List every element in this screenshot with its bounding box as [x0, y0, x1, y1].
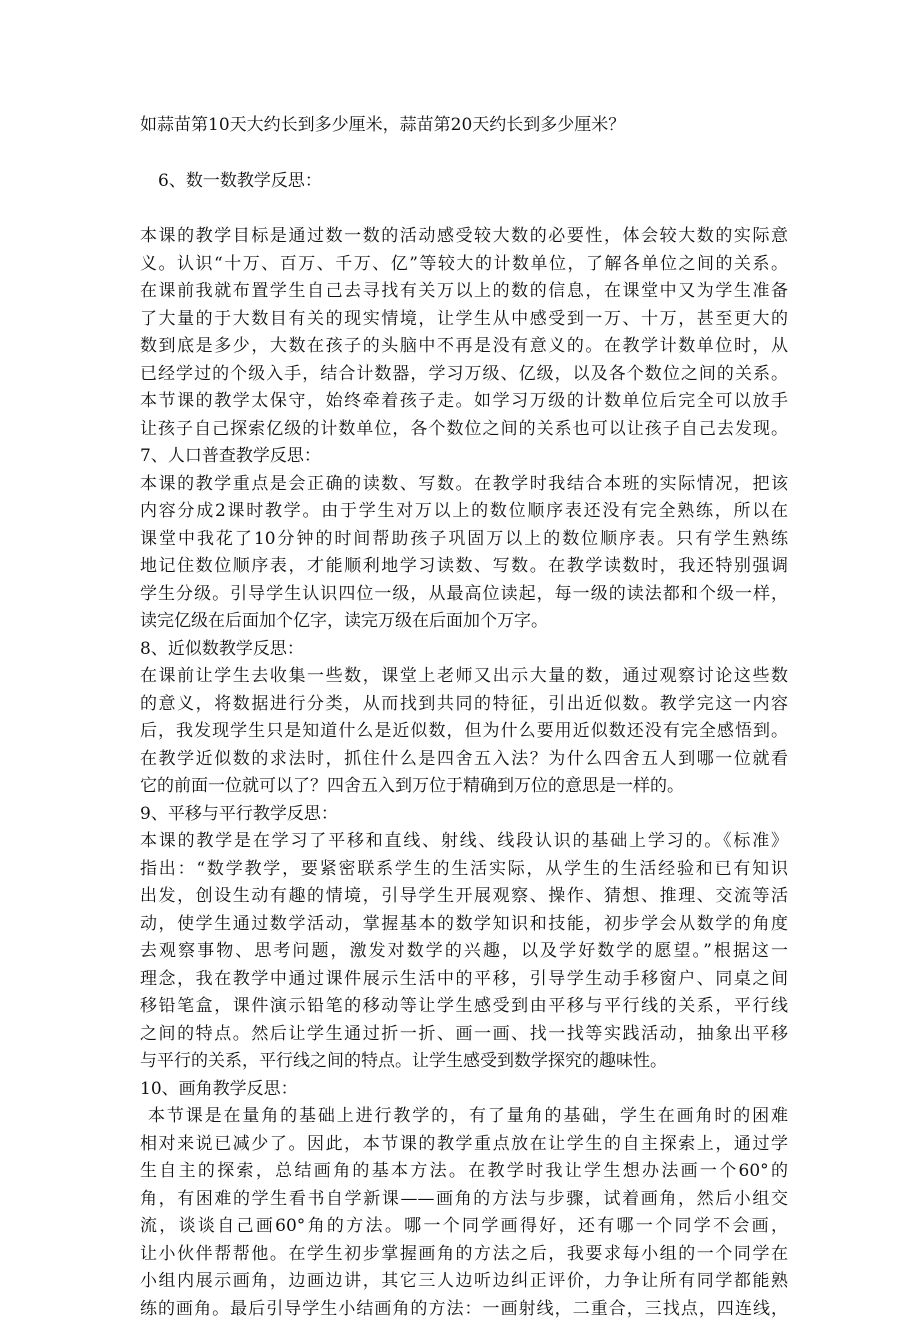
- paragraph-line: 本课的教学目标是通过数一数的活动感受较大数的必要性，体会较大数的实际意: [140, 223, 788, 251]
- paragraph-line: 在课前让学生去收集一些数，课堂上老师又出示大量的数，通过观察讨论这些数: [140, 663, 788, 691]
- paragraph-line: 在课前我就布置学生自己去寻找有关万以上的数的信息，在课堂中又为学生准备: [140, 278, 788, 306]
- paragraph-line: 让孩子自己探索亿级的计数单位，各个数位之间的关系也可以让孩子自己去发现。: [140, 416, 788, 444]
- paragraph-line: 它的前面一位就可以了？四舍五入到万位于精确到万位的意思是一样的。: [140, 773, 788, 801]
- document-body: [140, 112, 788, 1323]
- paragraph-line: 相对来说已减少了。因此，本节课的教学重点放在让学生的自主探索上，通过学: [140, 1131, 788, 1159]
- paragraph-line: 练的画角。最后引导学生小结画角的方法：一画射线，二重合，三找点，四连线，: [140, 1296, 788, 1323]
- paragraph-line: 理念，我在教学中通过课件展示生活中的平移，引导学生动手移窗户、同桌之间: [140, 966, 788, 994]
- paragraph-line: 课堂中我花了10分钟的时间帮助孩子巩固万以上的数位顺序表。只有学生熟练: [140, 526, 788, 554]
- paragraph-line: 移铅笔盒，课件演示铅笔的移动等让学生感受到由平移与平行线的关系，平行线: [140, 993, 788, 1021]
- paragraph-line: 本课的教学是在学习了平移和直线、射线、线段认识的基础上学习的。《标准》: [140, 828, 788, 856]
- paragraph-line: 在教学近似数的求法时，抓住什么是四舍五入法？为什么四舍五人到哪一位就看: [140, 746, 788, 774]
- paragraph-line: 学生分级。引导学生认识四位一级，从最高位读起，每一级的读法都和个级一样，: [140, 581, 788, 609]
- paragraph-line: 角，有困难的学生看书自学新课——画角的方法与步骤，试着画角，然后小组交: [140, 1186, 788, 1214]
- paragraph-line: 了大量的于大数目有关的现实情境，让学生从中感受到一万、十万，甚至更大的: [140, 306, 788, 334]
- paragraph-line: 后，我发现学生只是知道什么是近似数，但为什么要用近似数还没有完全感悟到。: [140, 718, 788, 746]
- intro-line: 如蒜苗第10天大约长到多少厘米，蒜苗第20天约长到多少厘米？: [140, 112, 788, 140]
- paragraph-line: 小组内展示画角，边画边讲，其它三人边听边纠正评价，力争让所有同学都能熟: [140, 1268, 788, 1296]
- paragraph-line: 地记住数位顺序表，才能顺利地学习读数、写数。在教学读数时，我还特别强调: [140, 553, 788, 581]
- paragraph-line: 读完亿级在后面加个亿字，读完万级在后面加个万字。: [140, 608, 788, 636]
- section-heading-6: 6、数一数教学反思：: [140, 168, 788, 196]
- paragraph-line: 出发，创设生动有趣的情境，引导学生开展观察、操作、猜想、推理、交流等活: [140, 883, 788, 911]
- section-heading-7: 7、人口普查教学反思：: [140, 443, 788, 471]
- paragraph-line: 本节课的教学太保守，始终牵着孩子走。如学习万级的计数单位后完全可以放手: [140, 388, 788, 416]
- paragraph-line: 义。认识“十万、百万、千万、亿”等较大的计数单位，了解各单位之间的关系。: [140, 251, 788, 279]
- section-heading-9: 9、平移与平行教学反思：: [140, 801, 788, 829]
- paragraph-line: 本课的教学重点是会正确的读数、写数。在教学时我结合本班的实际情况，把该: [140, 471, 788, 499]
- paragraph-line: 去观察事物、思考问题，激发对数学的兴趣，以及学好数学的愿望。”根据这一: [140, 938, 788, 966]
- paragraph-line: 内容分成2课时教学。由于学生对万以上的数位顺序表还没有完全熟练，所以在: [140, 498, 788, 526]
- paragraph-line: 数到底是多少，大数在孩子的头脑中不再是没有意义的。在教学计数单位时，从: [140, 333, 788, 361]
- section-heading-10: 10、画角教学反思：: [140, 1076, 788, 1104]
- paragraph-line: 的意义，将数据进行分类，从而找到共同的特征，引出近似数。教学完这一内容: [140, 691, 788, 719]
- paragraph-line: 指出：“数学教学，要紧密联系学生的生活实际，从学生的生活经验和已有知识: [140, 856, 788, 884]
- paragraph-line: 流，谈谈自己画60°角的方法。哪一个同学画得好，还有哪一个同学不会画，: [140, 1213, 788, 1241]
- paragraph-line: 动，使学生通过数学活动，掌握基本的数学知识和技能，初步学会从数学的角度: [140, 911, 788, 939]
- paragraph-line: 已经学过的个级入手，结合计数器，学习万级、亿级，以及各个数位之间的关系。: [140, 361, 788, 389]
- paragraph-line: 本节课是在量角的基础上进行教学的，有了量角的基础，学生在画角时的困难: [140, 1103, 788, 1131]
- paragraph-line: 之间的特点。然后让学生通过折一折、画一画、找一找等实践活动，抽象出平移: [140, 1021, 788, 1049]
- paragraph-line: 生自主的探索，总结画角的基本方法。在教学时我让学生想办法画一个60°的: [140, 1158, 788, 1186]
- paragraph-line: 与平行的关系，平行线之间的特点。让学生感受到数学探究的趣味性。: [140, 1048, 788, 1076]
- section-heading-8: 8、近似数教学反思：: [140, 636, 788, 664]
- paragraph-line: 让小伙伴帮帮他。在学生初步掌握画角的方法之后，我要求每小组的一个同学在: [140, 1241, 788, 1269]
